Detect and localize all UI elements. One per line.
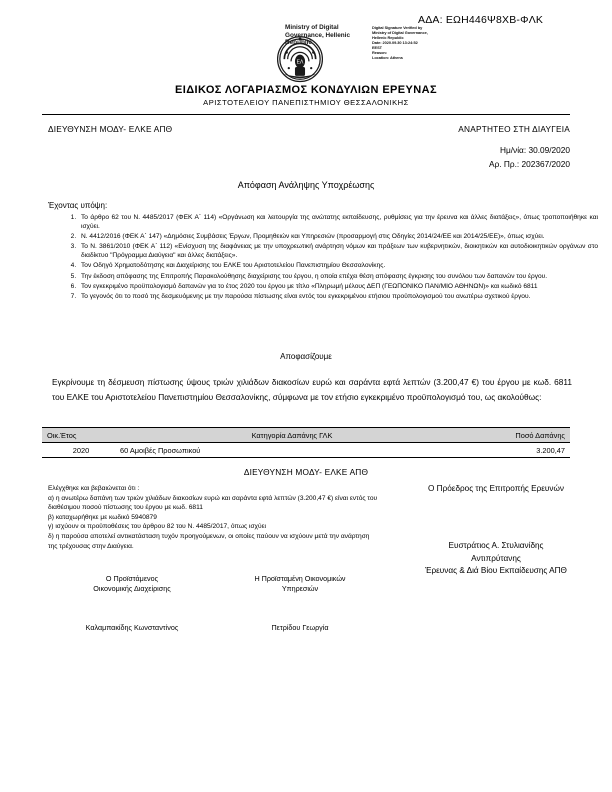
cell-category: 60 Αμοιβές Προσωπικού [120, 443, 464, 458]
column-header-category: Κατηγορία Δαπάνης ΓΛΚ [120, 428, 464, 443]
legal-item: 7. Το γεγονός ότι το ποσό της δεσμευόμενης με την παρούσα πίστωσης είναι εντός του εγκεκριμένου ετήσιου προϋπολογισμού του ανωτέρω σχετικού έργου. [78, 292, 598, 301]
signature-ministry-title: Ministry of Digital Governance, Hellenic Republic [285, 24, 350, 47]
directorate-label-lower: ΔΙΕΥΘΥΝΣΗ ΜΟΔΥ- ΕΛΚΕ ΑΠΘ [243, 467, 369, 477]
verification-block [48, 484, 378, 551]
president-title: Ο Πρόεδρος της Επιτροπής Ερευνών [428, 484, 564, 493]
president-full-name: Ευστράτιος Α. Στυλιανίδης [448, 541, 544, 550]
legal-item: 1. Το άρθρο 62 του Ν. 4485/2017 (ΦΕΚ Α΄ 114) «Οργάνωση και λειτουργία της ανώτατης εκπαίδευσης, ρυθμίσεις για την έρευνα και άλλες διατάξεις», όπως τροποποιήθηκε και ισχύει. [78, 213, 598, 231]
signature-detail-line: Hellenic Republic [372, 35, 404, 40]
document-date: Ημ/νία: 30.09/2020 [499, 145, 570, 155]
signatory-titles [48, 574, 384, 594]
verification-line: δ) η παρούσα αποτελεί αντικατάσταση τυχόν προηγούμενων, οι οποίες παύουν να ισχύουν μετά την ανάρτηση της τρέχουσας στην Διαύγεια. [48, 532, 370, 550]
signatory-title-financial-manager [48, 574, 216, 594]
document-protocol: Αρ. Πρ.: 202367/2020 [489, 159, 570, 169]
signatory-names [48, 623, 384, 632]
decide-heading: Αποφασίζουμε [280, 352, 332, 361]
president-signature [388, 540, 604, 578]
table-body [42, 443, 570, 458]
signature-detail-line: Digital Signature Verified by [372, 25, 423, 30]
verification-line: β) καταχωρήθηκε με κωδικό 5940879 [48, 513, 157, 521]
directorate-label: ΔΙΕΥΘΥΝΣΗ ΜΟΔΥ- ΕΛΚΕ ΑΠΘ [48, 124, 173, 134]
verification-line: α) η ανωτέρω δαπάνη των τριών χιλιάδων διακοσίων ευρώ και σαράντα εφτά λεπτών (3.200,47 €) είναι εντός του διαθέσιμου ποσού πίστωσης του έργου με κωδ. 6811 [48, 494, 378, 512]
cell-year: 2020 [42, 443, 120, 458]
signature-detail-line: Reason: [372, 50, 387, 55]
legal-item: 6. Τον εγκεκριμένο προϋπολογισμό δαπανών για το έτος 2020 του έργου με τίτλο «Πληρωμή μέλους ΔΕΠ (ΓΕΩΠΟΝΙΚΟ ΠΑΝ/ΜΙΟ ΑΘΗΝΩΝ)» και κωδικό 6811 [78, 282, 598, 291]
signature-details [372, 25, 448, 60]
verification-line: γ) ισχύουν οι προϋποθέσεις του άρθρου 82 του Ν. 4485/2017, όπως ισχύει [48, 523, 267, 531]
legal-item: 2. Ν. 4412/2016 (ΦΕΚ Α΄ 147) «Δημόσιες Συμβάσεις Έργων, Προμηθειών και Υπηρεσιών (προσαρμογή στις Οδηγίες 2014/24/ΕΕ και 2014/25/ΕΕ)», όπως ισχύει. [78, 232, 598, 241]
signature-detail-line: EEST [372, 45, 382, 50]
signatory-title-line1: Ο Προϊστάμενος [105, 574, 159, 583]
signature-stamp [272, 18, 428, 88]
page-title: Απόφαση Ανάληψης Υποχρέωσης [237, 180, 375, 190]
table-row [42, 443, 570, 458]
signatory-name-financial-manager: Καλαμπακίδης Κωνσταντίνος [85, 623, 179, 632]
signature-detail-line: Location: Athens [372, 55, 403, 60]
legal-item: 3. Το Ν. 3861/2010 (ΦΕΚ Α΄ 112) «Ενίσχυση της διαφάνειας με την υποχρεωτική ανάρτηση νόμων και πράξεων των κυβερνητικών, διοικητικών και αυτοδιοικητικών οργάνων στο διαδίκτυο "Πρόγραμμα Διαύγεια" και άλλες διατάξεις». [78, 242, 598, 260]
column-header-amount: Ποσό Δαπάνης [464, 428, 570, 443]
document-meta [489, 143, 570, 171]
organization-name: ΕΙΔΙΚΟΣ ΛΟΓΑΡΙΑΣΜΟΣ ΚΟΝΔΥΛΙΩΝ ΕΡΕΥΝΑΣ [175, 84, 437, 96]
legal-item: 4. Τον Οδηγό Χρηματοδότησης και Διαχείρισης του ΕΛΚΕ του Αριστοτελείου Πανεπιστημίου Θεσσαλονίκης. [78, 261, 598, 270]
table-header-row [42, 428, 570, 443]
digital-signature-strip [0, 8, 612, 86]
cell-amount: 3.200,47 [464, 443, 570, 458]
signature-detail-line: Date: 2020.09.30 13:24:52 [372, 40, 418, 45]
signatory-title-line1: Η Προϊσταμένη Οικονομικών [254, 574, 346, 583]
verification-heading: Ελέγχθηκε και βεβαιώνεται ότι : [48, 485, 140, 492]
publication-label: ΑΝΑΡΤΗΤΕΟ ΣΤΗ ΔΙΑΥΓΕΙΑ [458, 124, 570, 134]
header-divider [42, 114, 570, 115]
president-role: Αντιπρύτανης [471, 553, 521, 563]
expense-table [42, 427, 570, 458]
table-header [42, 428, 570, 443]
column-header-year: Οικ.Έτος [42, 428, 120, 443]
approval-paragraph: Εγκρίνουμε τη δέσμευση πίστωσης ύψους τριών χιλιάδων διακοσίων ευρώ και σαράντα εφτά λεπτών (3.200,47 €) του έργου με κωδ. 6811 του ΕΛΚΕ του Αριστοτελείου Πανεπιστημίου Θεσσαλονίκης, σύμφωνα με τον ετήσιο εγκεκριμένο προϋπολογισμό του, ως ακολούθως: [52, 377, 572, 402]
signatory-name-financial-services: Πετρίδου Γεωργία [271, 623, 329, 632]
signatory-title-line2: Οικονομικής Διαχείρισης [93, 584, 171, 593]
organization-heading [0, 84, 612, 107]
legal-item: 5. Την έκδοση απόφασης της Επιτροπής Παρακολούθησης διαχείρισης του έργου, η οποία επέχει θέση απόφασης έγκρισης του συνόλου των δαπανών του έργου. [78, 272, 598, 281]
having-regard-label: Έχοντας υπόψη: [48, 201, 108, 210]
signatory-title-line2: Υπηρεσιών [281, 584, 319, 593]
signatory-title-financial-services [216, 574, 384, 594]
signature-detail-line: Ministry of Digital Governance, [372, 30, 428, 35]
svg-text:ΕΛ: ΕΛ [296, 59, 304, 66]
president-department: Έρευνας & Διά Βίου Εκπαίδευσης ΑΠΘ [425, 566, 567, 575]
ada-code: ΑΔΑ: ΕΩΗ446Ψ8ΧΒ-ΦΛΚ [418, 14, 544, 26]
legal-basis-list [52, 213, 598, 302]
organization-university: ΑΡΙΣΤΟΤΕΛΕΙΟΥ ΠΑΝΕΠΙΣΤΗΜΙΟΥ ΘΕΣΣΑΛΟΝΙΚΗΣ [203, 98, 409, 107]
